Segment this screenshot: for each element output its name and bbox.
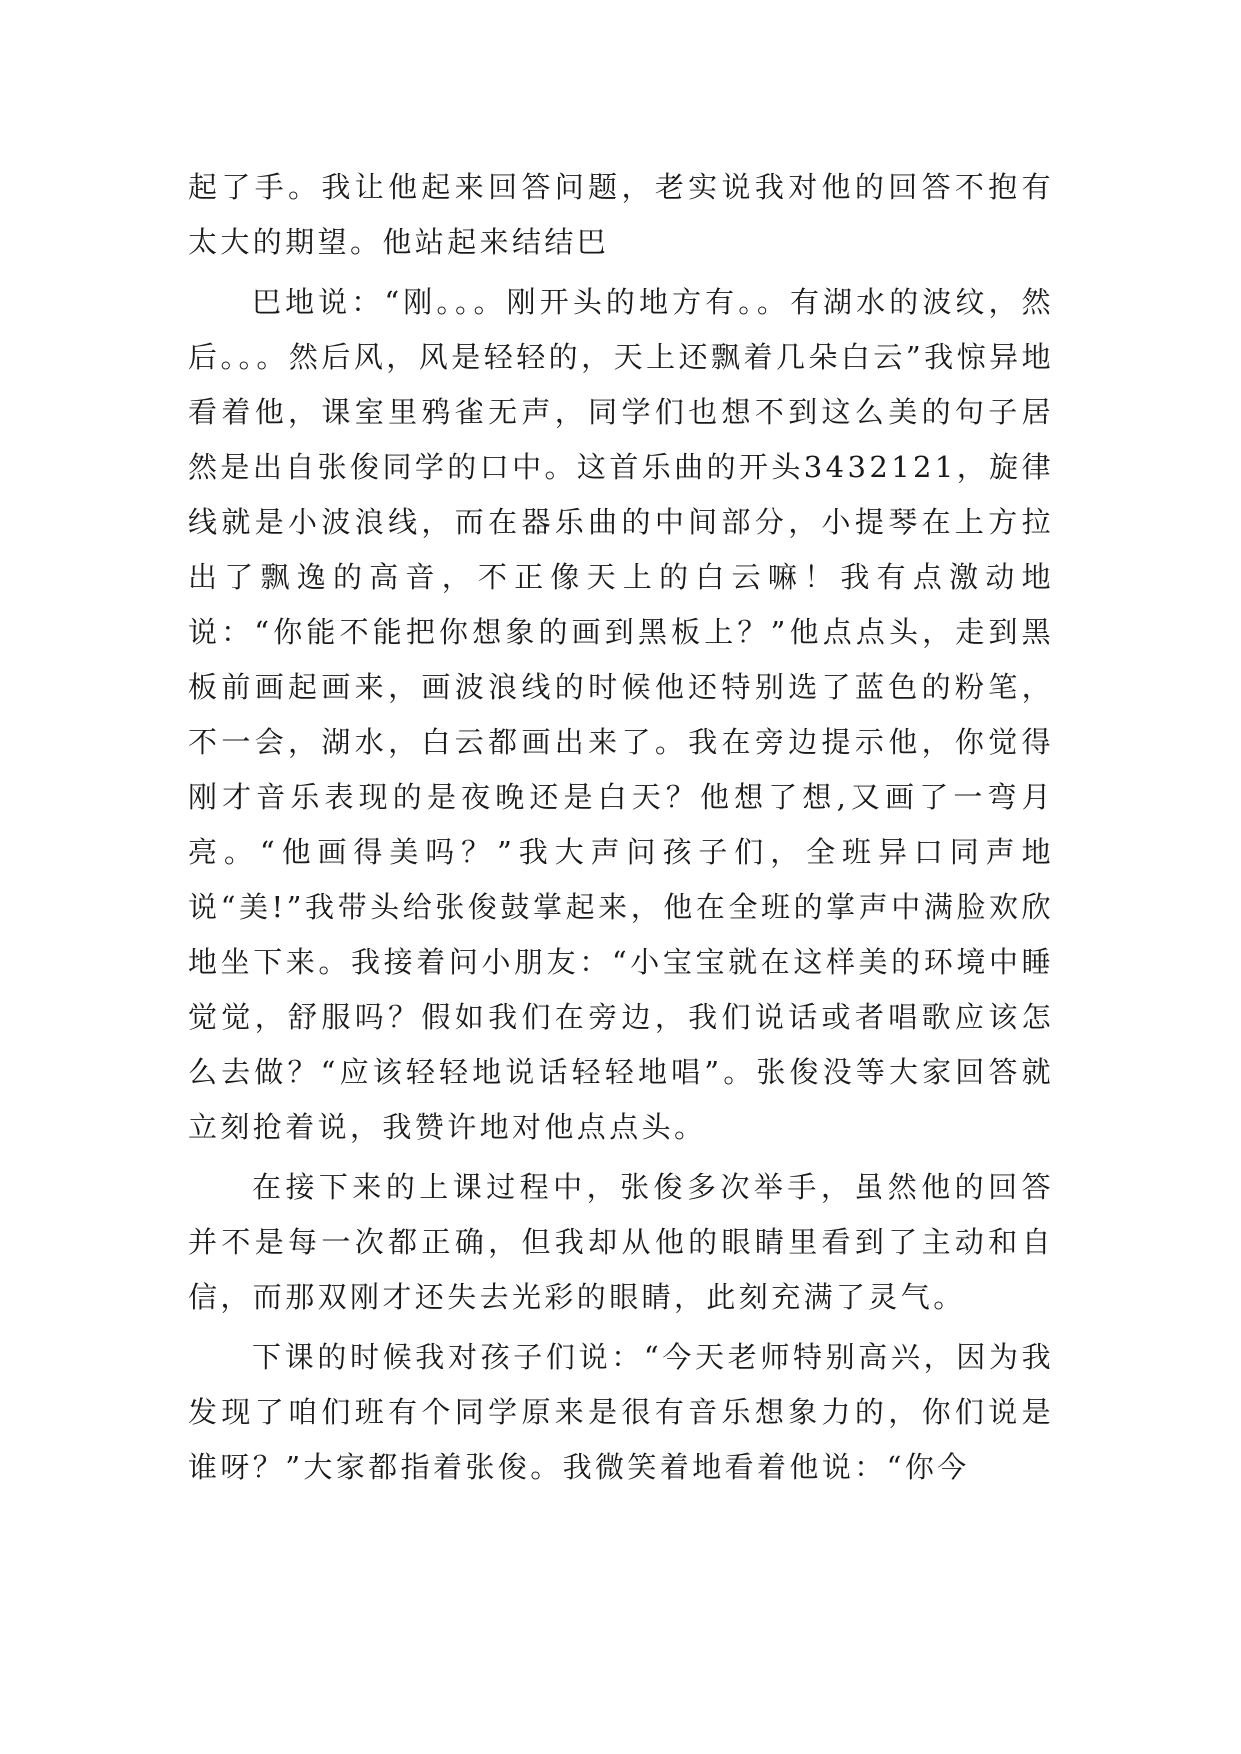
- paragraph-3: 在接下来的上课过程中，张俊多次举手，虽然他的回答并不是每一次都正确，但我却从他的眼睛里看到了主动和自信，而那双刚才还失去光彩的眼睛，此刻充满了灵气。: [188, 1170, 1054, 1314]
- paragraph-1: 起了手。我让他起来回答问题，老实说我对他的回答不抱有太大的期望。他站起来结结巴: [188, 170, 1054, 259]
- paragraph-2: 巴地说：“刚。。。刚开头的地方有。。有湖水的波纹，然后。。。然后风，风是轻轻的，天上还飘着几朵白云”我惊异地看着他，课室里鸦雀无声，同学们也想不到这么美的句子居然是出自张俊同学的口中。这首乐曲的开头3432121，旋律线就是小波浪线，而在器乐曲的中间部分，小提琴在上方拉出了飘逸的高音，不正像天上的白云嘛！我有点激动地说：“你能不能把你想象的画到黑板上？”他点点头，走到黑板前画起画来，画波浪线的时候他还特别选了蓝色的粉笔，不一会，湖水，白云都画出来了。我在旁边提示他，你觉得刚才音乐表现的是夜晚还是白天？他想了想,又画了一弯月亮。“他画得美吗？”我大声问孩子们，全班异口同声地说“美!”我带头给张俊鼓掌起来，他在全班的掌声中满脸欢欣地坐下来。我接着问小朋友：“小宝宝就在这样美的环境中睡觉觉，舒服吗？假如我们在旁边，我们说话或者唱歌应该怎么去做？“应该轻轻地说话轻轻地唱”。张俊没等大家回答就立刻抢着说，我赞许地对他点点头。: [188, 285, 1054, 1144]
- body-text: [188, 160, 1054, 1500]
- paragraph-4: 下课的时候我对孩子们说：“今天老师特别高兴，因为我发现了咱们班有个同学原来是很有音乐想象力的，你们说是谁呀？”大家都指着张俊。我微笑着地看着他说：“你今: [188, 1340, 1054, 1484]
